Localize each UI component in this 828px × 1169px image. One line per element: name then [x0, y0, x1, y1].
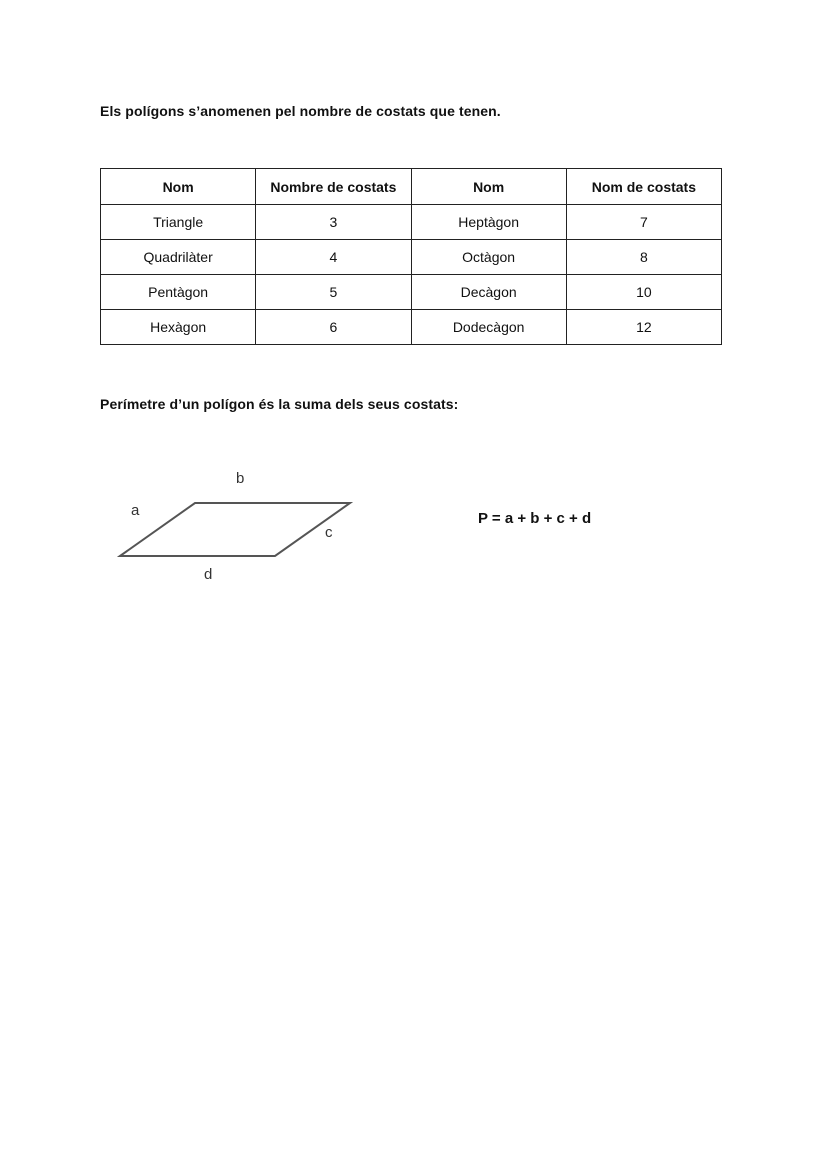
- side-label-c: c: [325, 524, 333, 541]
- perimeter-formula: P = a + b + c + d: [478, 510, 592, 527]
- table-cell: 3: [256, 205, 411, 240]
- polygon-table: [100, 168, 722, 345]
- table-cell: 5: [256, 275, 411, 310]
- table-cell: Heptàgon: [411, 205, 566, 240]
- parallelogram-figure: [100, 460, 380, 600]
- side-label-a: a: [131, 502, 140, 519]
- table-row: [101, 205, 722, 240]
- intro-heading: Els polígons s’anomenen pel nombre de costats que tenen.: [100, 103, 501, 119]
- table-cell: Dodecàgon: [411, 310, 566, 345]
- table-cell: 4: [256, 240, 411, 275]
- table-cell: Triangle: [101, 205, 256, 240]
- table-cell: Pentàgon: [101, 275, 256, 310]
- side-label-d: d: [204, 566, 213, 583]
- header-name-2: Nom: [411, 169, 566, 205]
- table-cell: Octàgon: [411, 240, 566, 275]
- table-cell: 12: [566, 310, 721, 345]
- table-cell: 7: [566, 205, 721, 240]
- header-sides-1: Nombre de costats: [256, 169, 411, 205]
- table-cell: Decàgon: [411, 275, 566, 310]
- table-row: [101, 275, 722, 310]
- table-row: [101, 240, 722, 275]
- parallelogram-outline: [120, 503, 350, 556]
- perimeter-heading: Perímetre d’un polígon és la suma dels seus costats:: [100, 396, 459, 412]
- table-header-row: [101, 169, 722, 205]
- table-cell: 10: [566, 275, 721, 310]
- table-cell: 8: [566, 240, 721, 275]
- table-row: [101, 310, 722, 345]
- header-name-1: Nom: [101, 169, 256, 205]
- table-cell: 6: [256, 310, 411, 345]
- side-label-b: b: [236, 470, 245, 487]
- table-cell: Quadrilàter: [101, 240, 256, 275]
- table-cell: Hexàgon: [101, 310, 256, 345]
- header-sides-2: Nom de costats: [566, 169, 721, 205]
